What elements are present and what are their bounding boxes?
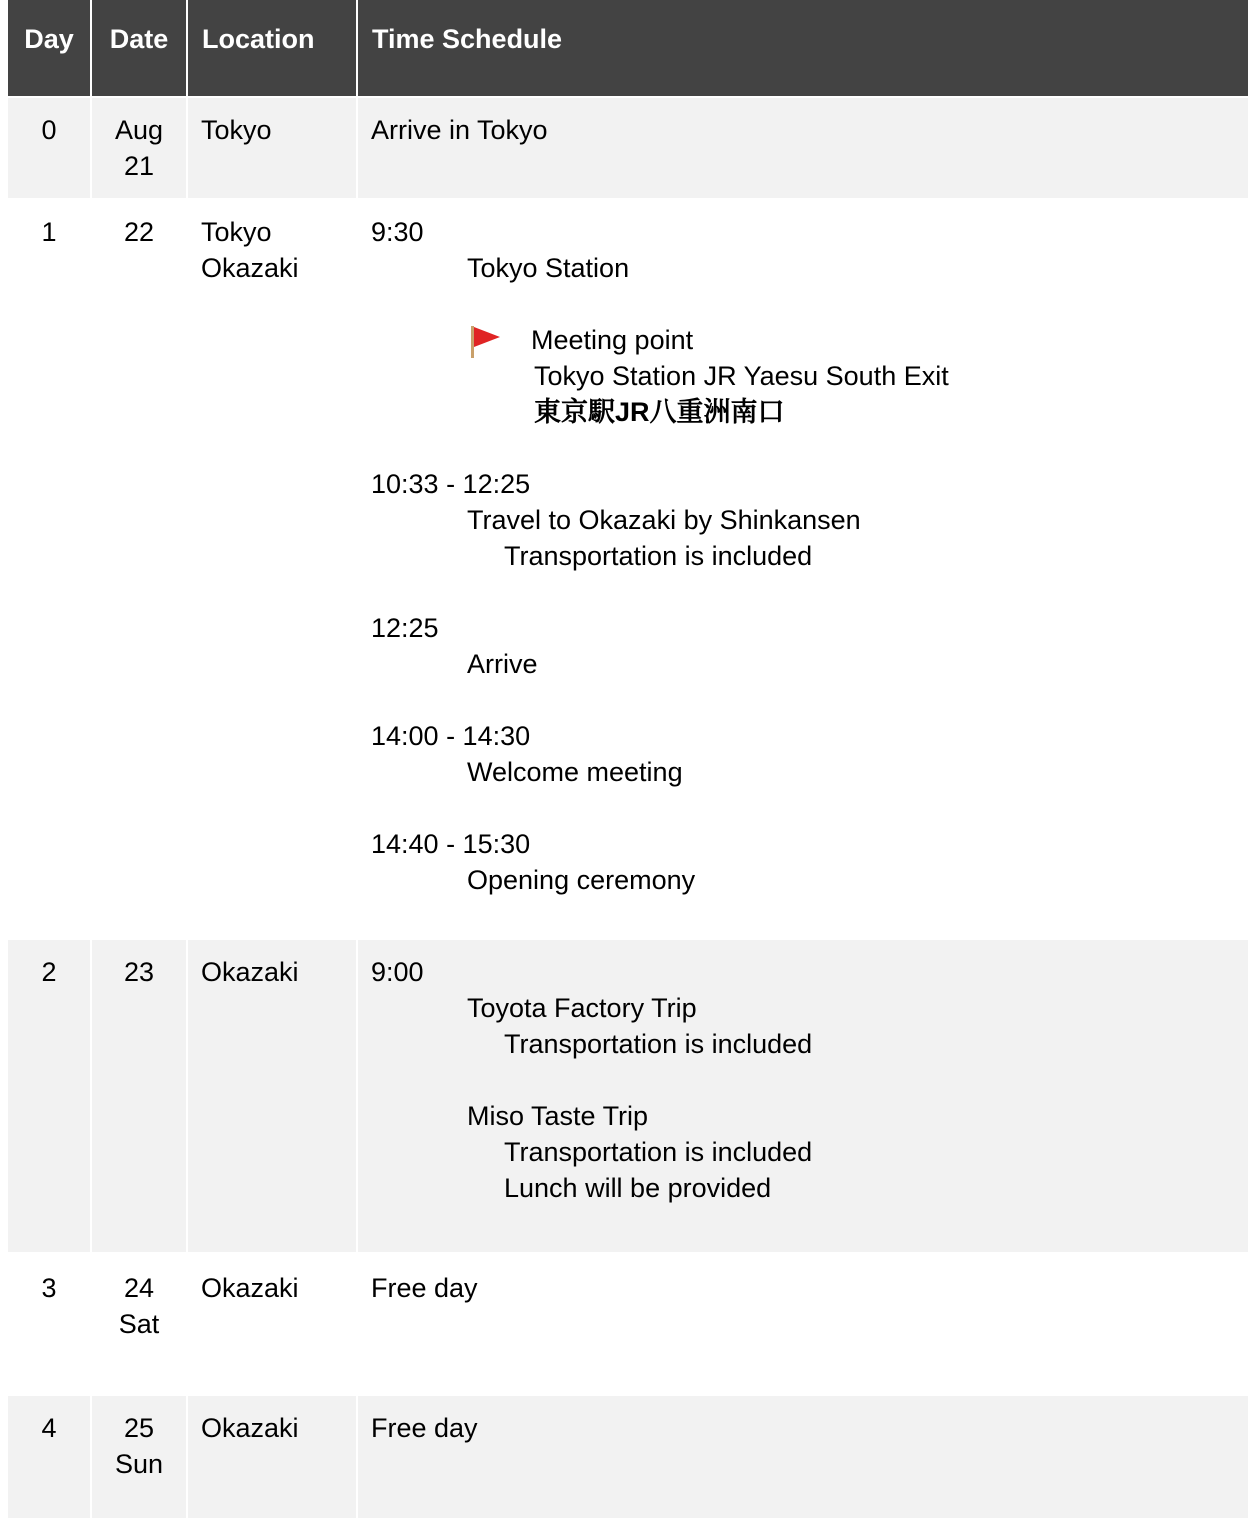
schedule-note: Transportation is included [504,1029,813,1059]
location-line: Okazaki [201,957,299,987]
day-cell [8,200,90,938]
header-schedule-cell [358,0,1248,96]
schedule-cell [358,98,1248,198]
day-cell [8,1254,90,1394]
schedule-cell [358,200,1248,938]
header-date-cell [92,0,186,96]
date-line: 21 [123,151,155,181]
day-number: 3 [41,1273,57,1303]
date-line: 24 [123,1273,155,1303]
schedule-event: Travel to Okazaki by Shinkansen [467,505,861,535]
schedule-time: 9:00 [371,957,424,987]
location-cell [188,200,356,938]
table-row [8,1396,1248,1518]
schedule-cell [358,1396,1248,1518]
schedule-time: 14:00 - 14:30 [371,721,531,751]
date-line: 23 [123,957,155,987]
meeting-place-japanese: 東京駅JR八重洲南口 [534,397,785,427]
header-date: Date [109,24,169,54]
schedule-note: Lunch will be provided [504,1173,772,1203]
date-line: Sat [118,1309,160,1339]
location-cell [188,940,356,1252]
day-number: 2 [41,957,57,987]
header-day-cell [8,0,90,96]
schedule-time: 14:40 - 15:30 [371,829,531,859]
header-day: Day [24,24,74,54]
schedule-cell [358,1254,1248,1394]
location-line: Okazaki [201,253,299,283]
date-line: Sun [114,1449,164,1479]
header-location-cell [188,0,356,96]
table-row [8,98,1248,198]
day-cell [8,98,90,198]
schedule-time: 10:33 - 12:25 [371,469,531,499]
location-line: Okazaki [201,1273,299,1303]
schedule-event: Toyota Factory Trip [467,993,697,1023]
table-row [8,1254,1248,1394]
schedule-event: Arrive [467,649,538,679]
location-cell [188,1396,356,1518]
location-line: Tokyo [201,217,272,247]
date-cell [92,98,186,198]
day-number: 1 [41,217,57,247]
header-location: Location [202,24,315,54]
schedule-text: Free day [371,1413,478,1443]
location-line: Okazaki [201,1413,299,1443]
table-header [8,0,1248,96]
schedule-event: Opening ceremony [467,865,696,895]
schedule-table [8,0,1248,1518]
day-cell [8,940,90,1252]
meeting-place: Tokyo Station JR Yaesu South Exit [534,361,949,391]
schedule-note: Transportation is included [504,1137,813,1167]
table-row [8,200,1248,938]
schedule-text: Free day [371,1273,478,1303]
date-line: 25 [123,1413,155,1443]
schedule-time: 12:25 [371,613,439,643]
schedule-time: 9:30 [371,217,424,247]
schedule-cell [358,940,1248,1252]
schedule-note: Transportation is included [504,541,813,571]
location-line: Tokyo [201,115,272,145]
schedule-event: Tokyo Station [467,253,630,283]
meeting-point-label: Meeting point [531,325,694,355]
schedule-event: Miso Taste Trip [467,1101,649,1131]
location-cell [188,98,356,198]
date-cell [92,940,186,1252]
day-number: 0 [41,115,57,145]
day-cell [8,1396,90,1518]
location-cell [188,1254,356,1394]
schedule-text: Arrive in Tokyo [371,115,548,145]
table-row [8,940,1248,1252]
schedule-event: Welcome meeting [467,757,683,787]
date-line: Aug [114,115,164,145]
day-number: 4 [41,1413,57,1443]
header-schedule: Time Schedule [372,24,563,54]
red-flag-icon [468,324,502,360]
date-cell [92,200,186,938]
date-cell [92,1396,186,1518]
date-line: 22 [123,217,155,247]
date-cell [92,1254,186,1394]
